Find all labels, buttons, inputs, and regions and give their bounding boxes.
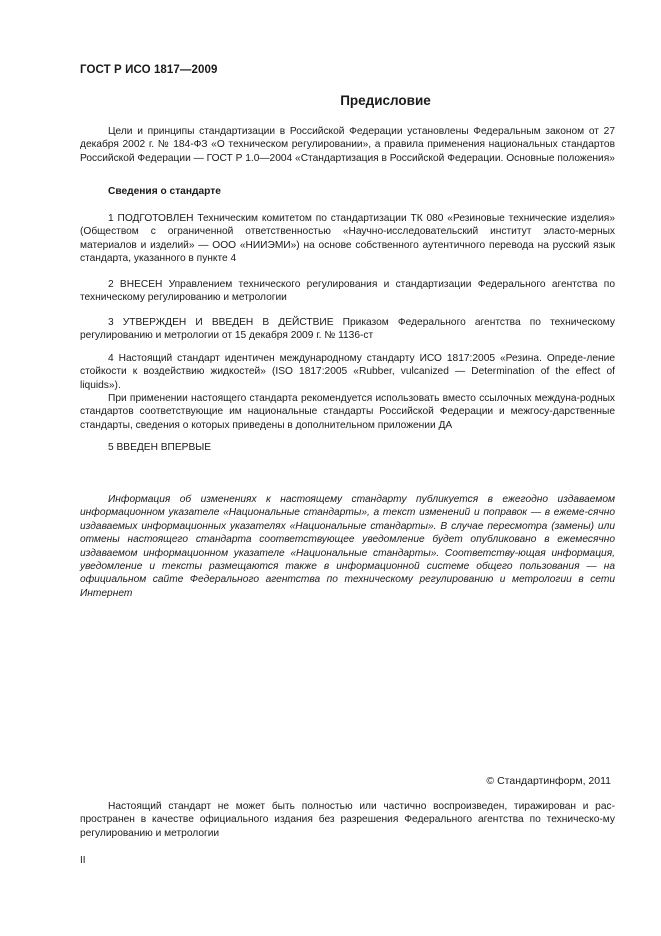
info-notice-paragraph: Информация об изменениях к настоящему стандарту публикуется в ежегодно издаваемом информационном указателе «Национальные стандарты», а текст изменений и поправок — в ежеме-сячно издаваемых информационных указателях «Национальные стандарты». В случае пересмотра (замены) или отмены настоящего стандарта соответствующее уведомление будет опубликовано в ежемесячно издаваемом информационном указателе «Национальные стандарты». Соответству-ющая информация, уведомление и тексты размещаются также в информационной системе общего пользования — на официальном сайте Федерального агентства по техническому регулированию и метрологии в сети Интернет	[80, 494, 615, 599]
section-heading: Сведения о стандарте	[108, 186, 221, 197]
item-1-paragraph: 1 ПОДГОТОВЛЕН Техническим комитетом по стандартизации ТК 080 «Резиновые технические изделия» (Обществом с ограниченной ответственностью «Научно-исследовательский институт эласто-мерных материалов и изделий» — ООО «НИИЭМИ») на основе собственного аутентичного перевода на русский язык стандарта, указанного в пункте 4	[80, 213, 615, 265]
intro-paragraph: Цели и принципы стандартизации в Российской Федерации установлены Федеральным законом от 27 декабря 2002 г. № 184-ФЗ «О техническом регулировании», а правила применения национальных стандартов Российской Федерации — ГОСТ Р 1.0—2004 «Стандартизация в Российской Федерации. Основные положения»	[80, 126, 615, 164]
item-5-paragraph: 5 ВВЕДЕН ВПЕРВЫЕ	[108, 442, 212, 453]
item-4-note-paragraph: При применении настоящего стандарта рекомендуется использовать вместо ссылочных междуна-родных стандартов соответствующие им национальные стандарты Российской Федерации и межгосу-дарственные стандарты, сведения о которых приведены в дополнительном приложении ДА	[80, 393, 615, 431]
item-2-paragraph: 2 ВНЕСЕН Управлением технического регулирования и стандартизации Федерального агентства по техническому регулированию и метрологии	[80, 279, 615, 304]
document-header: ГОСТ Р ИСО 1817—2009	[80, 64, 218, 76]
reproduction-notice-paragraph: Настоящий стандарт не может быть полностью или частично воспроизведен, тиражирован и рас-пространен в качестве официального издания без разрешения Федерального агентства по техническо-му регулированию и метрологии	[80, 801, 615, 839]
item-4-paragraph: 4 Настоящий стандарт идентичен международному стандарту ИСО 1817:2005 «Резина. Опреде-ление стойкости к воздействию жидкостей» (ISO 1817:2005 «Rubber, vulcanized — Determination of the effect of liquids»).	[80, 353, 615, 391]
copyright-line: © Стандартинформ, 2011	[486, 775, 611, 787]
page-number: II	[80, 855, 86, 866]
page-title: Предисловие	[340, 93, 431, 108]
item-3-paragraph: 3 УТВЕРЖДЕН И ВВЕДЕН В ДЕЙСТВИЕ Приказом Федерального агентства по техническому регулированию и метрологии от 15 декабря 2009 г. № 1136-ст	[80, 317, 615, 342]
